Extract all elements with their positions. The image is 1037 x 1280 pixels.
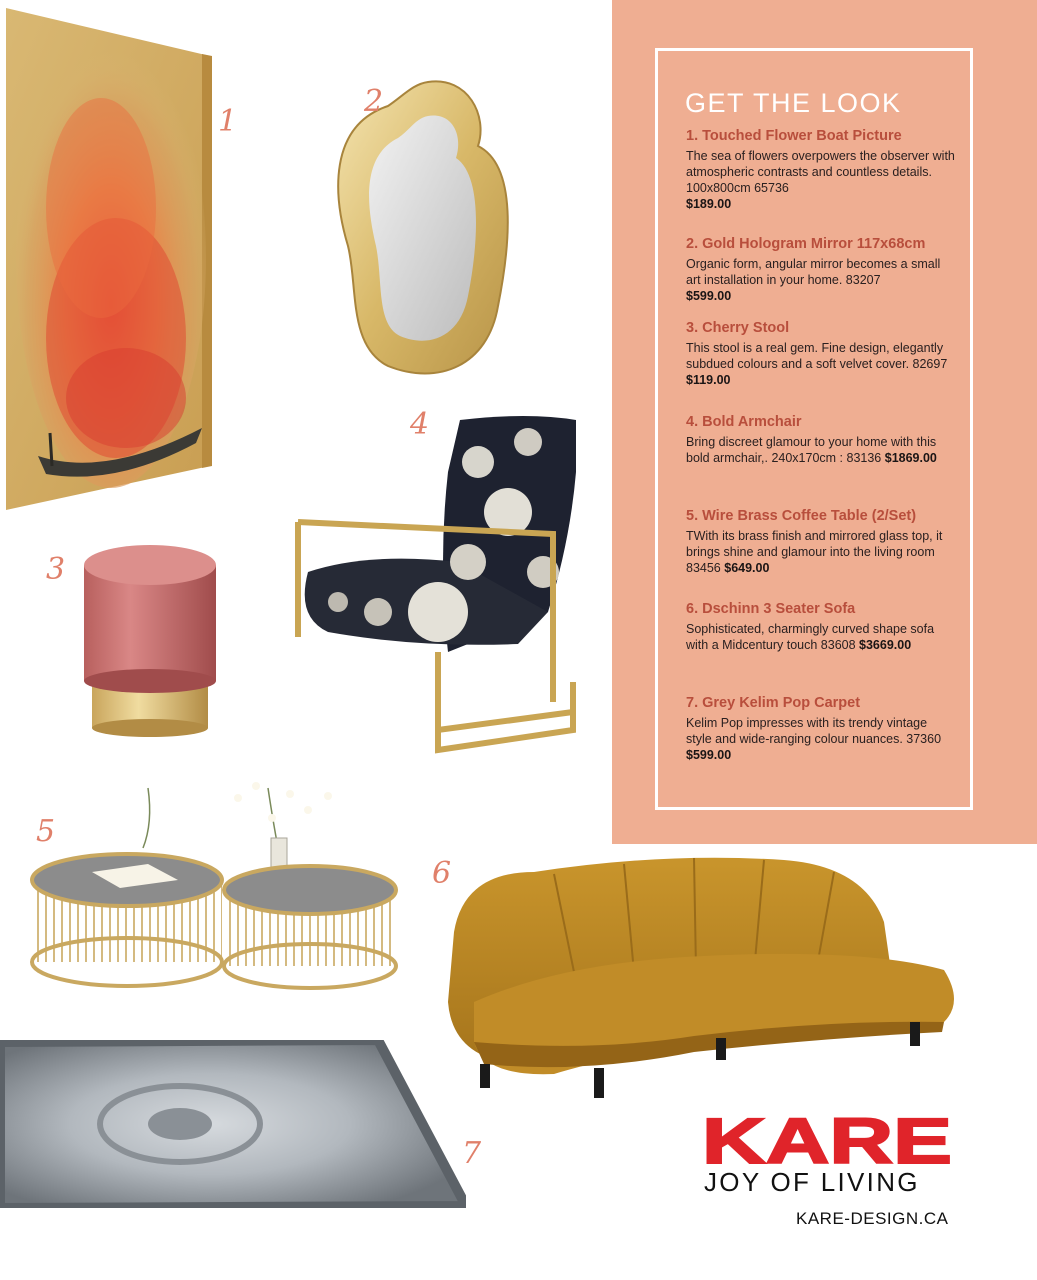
product-description (686, 621, 956, 653)
item-number-5: 5 (36, 814, 56, 849)
gold-hologram-mirror (328, 76, 518, 386)
kare-logo (702, 1113, 952, 1167)
product-entry-6 (686, 601, 956, 653)
product-entry-3 (686, 320, 956, 388)
product-title: 1. Touched Flower Boat Picture (686, 128, 902, 144)
description-text: TWith its brass finish and mirrored glass top, it brings shine and glamour into the living room 83456 (686, 529, 943, 575)
product-price: $649.00 (724, 561, 770, 575)
description-text: Organic form, angular mirror becomes a small art installation in your home. 83207 (686, 257, 941, 287)
product-description (686, 148, 956, 212)
description-text: Sophisticated, charmingly curved shape sofa with a Midcentury touch 83608 (686, 622, 935, 652)
panel-heading: GET THE LOOK (685, 88, 902, 118)
kare-logo-text: KARE (702, 1113, 952, 1167)
product-entry-7 (686, 695, 956, 763)
flower-boat-picture (6, 8, 212, 510)
product-entry-5 (686, 508, 956, 576)
product-price: $189.00 (686, 197, 732, 211)
item-number-4: 4 (410, 407, 430, 442)
product-title: 7. Grey Kelim Pop Carpet (686, 695, 861, 711)
product-price: $599.00 (686, 748, 732, 762)
product-title: 3. Cherry Stool (686, 320, 790, 336)
product-description (686, 256, 956, 304)
bold-armchair (288, 412, 580, 758)
product-entry-2 (686, 236, 956, 304)
item-number-6: 6 (432, 856, 452, 891)
product-description (686, 715, 956, 763)
grey-kelim-carpet (0, 1040, 466, 1208)
product-entry-1 (686, 128, 956, 212)
description-text: The sea of flowers overpowers the observer with atmospheric contrasts and countless details. 100x800cm 65736 (686, 149, 955, 195)
product-description (686, 434, 956, 466)
product-price: $599.00 (686, 289, 732, 303)
brand-website[interactable]: KARE-DESIGN.CA (796, 1209, 949, 1228)
dschinn-sofa (444, 852, 960, 1102)
product-title: 6. Dschinn 3 Seater Sofa (686, 601, 856, 617)
wire-brass-coffee-table (28, 768, 402, 998)
product-price: $1869.00 (884, 451, 937, 465)
item-number-1: 1 (218, 104, 238, 139)
description-text: This stool is a real gem. Fine design, elegantly subdued colours and a soft velvet cover. 82697 (686, 341, 948, 371)
cherry-stool (82, 543, 218, 739)
product-title: 4. Bold Armchair (686, 414, 802, 430)
product-entry-4 (686, 414, 956, 466)
product-description (686, 528, 956, 576)
product-title: 2. Gold Hologram Mirror 117x68cm (686, 236, 926, 252)
description-text: Kelim Pop impresses with its trendy vintage style and wide-ranging colour nuances. 37360 (686, 716, 942, 746)
item-number-3: 3 (46, 552, 66, 587)
brand-tagline: JOY OF LIVING (704, 1167, 920, 1197)
item-number-7: 7 (462, 1136, 482, 1171)
description-text: Bring discreet glamour to your home with this bold armchair,. 240x170cm : 83136 (686, 435, 937, 465)
product-price: $119.00 (686, 373, 731, 387)
product-price: $3669.00 (859, 638, 912, 652)
product-title: 5. Wire Brass Coffee Table (2/Set) (686, 508, 917, 524)
item-number-2: 2 (364, 84, 384, 119)
product-description (686, 340, 956, 388)
